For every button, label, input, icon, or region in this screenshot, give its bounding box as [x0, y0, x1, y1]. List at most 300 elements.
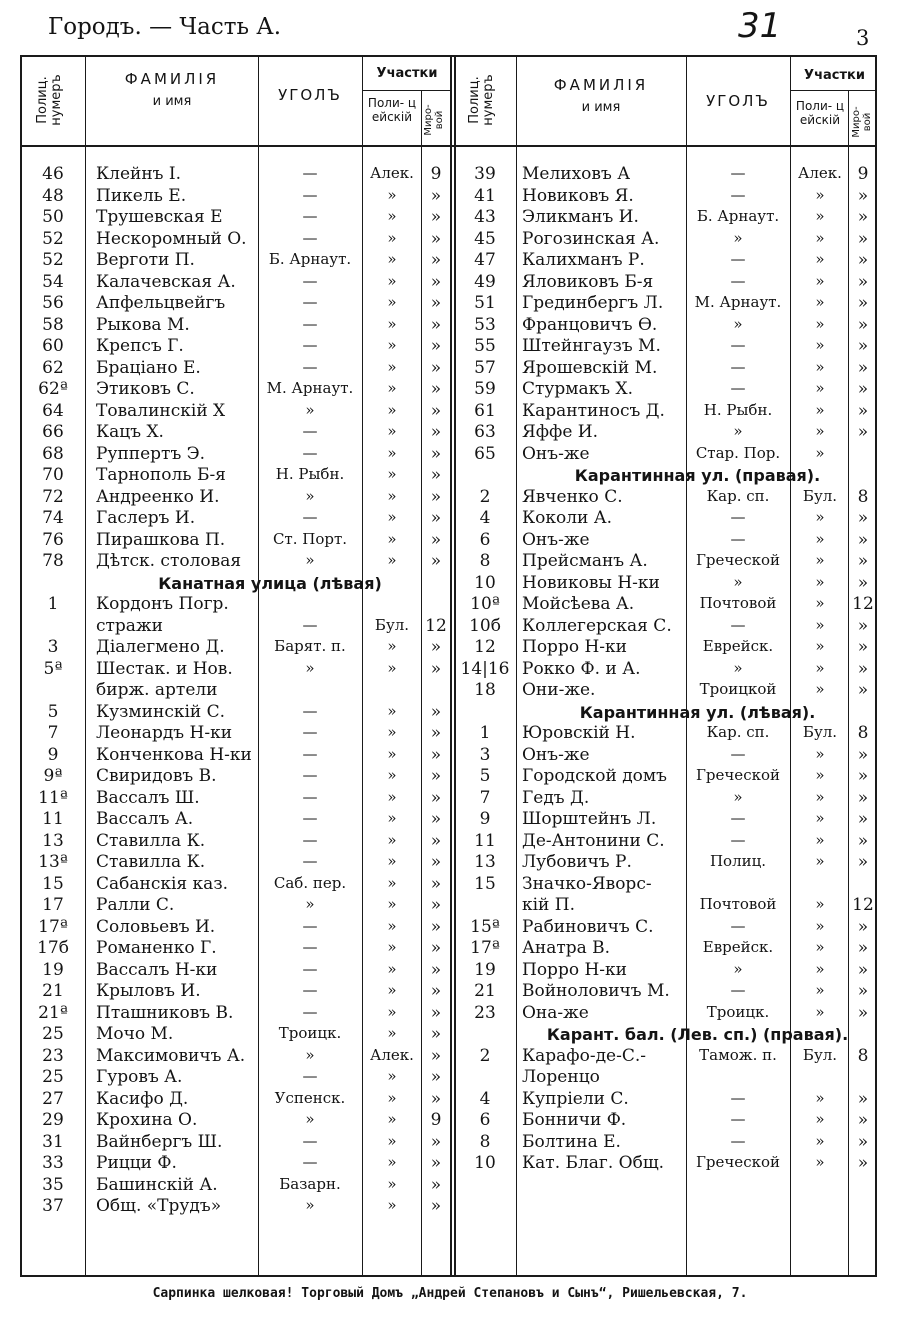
row-corner: —: [730, 379, 746, 397]
col-rule: [362, 55, 363, 1277]
row-magistrate-district: »: [430, 271, 442, 292]
col-rule: [790, 55, 791, 1277]
row-magistrate-district: »: [430, 1131, 442, 1152]
row-magistrate-district: 12: [425, 615, 447, 636]
row-name: Верготи П.: [96, 252, 195, 269]
row-magistrate-district: »: [857, 1153, 869, 1173]
row-magistrate-district: »: [857, 529, 869, 550]
row-name: Клейнъ І.: [96, 166, 182, 183]
row-corner: »: [733, 787, 743, 806]
row-police-district: »: [815, 1110, 825, 1128]
section-heading: Карантинная ул. (правая).: [574, 466, 821, 485]
row-number: 9ª: [43, 766, 63, 786]
row-corner: Кар. сп.: [706, 486, 770, 505]
row-name: Они-же.: [522, 682, 596, 699]
row-name: Коколи А.: [522, 510, 613, 527]
header-name-top: ФАМИЛІЯ: [124, 70, 220, 88]
row-magistrate-district: »: [857, 680, 869, 700]
row-magistrate-district: »: [430, 1196, 442, 1216]
row-corner: Еврейск.: [702, 637, 774, 655]
row-corner: —: [302, 336, 318, 354]
row-number: 27: [42, 1088, 64, 1109]
row-number: 13: [474, 852, 496, 872]
row-magistrate-district: »: [857, 938, 869, 958]
row-number: 47: [474, 250, 496, 270]
row-number: 5ª: [43, 658, 63, 679]
row-magistrate-district: »: [430, 336, 442, 356]
row-corner: Кар. сп.: [706, 723, 770, 741]
row-name: Вассалъ Ш.: [96, 789, 200, 807]
col-rule: [848, 90, 849, 1277]
row-name: Онъ-же: [522, 531, 590, 549]
row-number: 5: [479, 766, 491, 786]
row-police-district: Бул.: [374, 615, 410, 634]
row-magistrate-district: »: [857, 551, 869, 571]
row-name: Вайнбергъ Ш.: [96, 1133, 223, 1151]
row-police-district: »: [387, 228, 397, 247]
row-police-district: »: [387, 508, 397, 526]
row-corner: —: [302, 443, 318, 462]
row-name: Касифо Д.: [96, 1090, 189, 1108]
row-corner: —: [302, 809, 318, 827]
row-number: 2: [479, 1045, 491, 1066]
row-magistrate-district: »: [857, 293, 869, 313]
row-number: 56: [42, 293, 64, 313]
row-magistrate-district: »: [430, 529, 442, 550]
row-corner: —: [302, 314, 318, 333]
row-name: Сабанскія каз.: [96, 875, 228, 893]
row-police-district: »: [387, 486, 397, 505]
row-number: 11: [42, 809, 64, 829]
row-police-district: »: [387, 271, 397, 290]
row-police-district: Алек.: [370, 1045, 414, 1064]
row-name: Шорштейнъ Л.: [522, 811, 657, 828]
row-magistrate-district: »: [430, 228, 442, 249]
row-magistrate-district: 8: [857, 1045, 869, 1066]
row-police-district: »: [815, 766, 825, 784]
row-name: Грединбергъ Л.: [522, 295, 664, 312]
row-name: Юровскій Н.: [522, 725, 636, 742]
row-number: 52: [42, 228, 64, 249]
row-corner: Саб. пер.: [273, 873, 347, 892]
row-magistrate-district: »: [857, 809, 869, 829]
row-number: 52: [42, 250, 64, 270]
row-police-district: »: [815, 508, 825, 526]
row-corner: »: [733, 959, 743, 978]
row-corner: »: [305, 551, 315, 569]
row-magistrate-district: »: [430, 293, 442, 313]
row-number: 12: [474, 637, 496, 657]
row-police-district: »: [815, 336, 825, 354]
row-corner: —: [302, 938, 318, 956]
col-rule: [421, 90, 422, 1277]
row-name: Карафо-де-С.-: [522, 1047, 647, 1065]
row-police-district: »: [387, 1002, 397, 1021]
page-number: 3: [856, 26, 870, 50]
row-police-district: »: [387, 701, 397, 720]
row-number: 19: [474, 959, 496, 980]
row-name: Новиковъ Я.: [522, 187, 634, 205]
row-police-district: Алек.: [798, 164, 842, 182]
row-magistrate-district: »: [857, 830, 869, 851]
row-magistrate-district: »: [430, 250, 442, 270]
row-name: Городской домъ: [522, 768, 667, 785]
row-magistrate-district: »: [430, 873, 442, 894]
row-magistrate-district: »: [857, 1002, 869, 1023]
row-magistrate-district: »: [430, 766, 442, 786]
row-corner: »: [733, 572, 743, 591]
row-police-district: »: [387, 723, 397, 741]
row-corner: —: [302, 207, 318, 225]
row-corner: —: [730, 185, 746, 204]
row-number: 57: [474, 357, 496, 378]
row-number: 37: [42, 1196, 64, 1216]
row-corner: Успенск.: [274, 1088, 346, 1107]
row-corner: Греческой: [695, 766, 780, 784]
row-corner: Почтовой: [699, 895, 777, 913]
row-magistrate-district: »: [430, 207, 442, 227]
row-magistrate-district: »: [430, 1088, 442, 1109]
row-police-district: »: [815, 1131, 825, 1150]
row-name: Рабиновичъ С.: [522, 918, 654, 936]
row-magistrate-district: »: [430, 1153, 442, 1173]
handwritten-number: 31: [738, 6, 782, 46]
row-corner: —: [302, 830, 318, 849]
row-magistrate-district: »: [857, 185, 869, 206]
row-corner: Греческой: [695, 1153, 780, 1171]
row-magistrate-district: »: [430, 1067, 442, 1087]
row-police-district: »: [815, 228, 825, 247]
row-police-district: »: [387, 357, 397, 376]
row-name: Значко-Яворс-: [522, 875, 652, 893]
row-corner: —: [730, 1131, 746, 1150]
row-corner: Ст. Порт.: [272, 529, 348, 548]
row-magistrate-district: »: [430, 486, 442, 507]
row-number: 10: [474, 572, 496, 593]
row-number: 54: [42, 271, 64, 292]
row-police-district: »: [387, 637, 397, 655]
row-police-district: Бул.: [802, 1045, 838, 1064]
row-number: 10б: [469, 615, 501, 636]
header-separator: [20, 145, 877, 147]
row-corner: Стар. Пор.: [695, 443, 781, 462]
row-corner: —: [730, 508, 746, 526]
row-number: 61: [474, 400, 496, 421]
row-number: 18: [474, 680, 496, 700]
col-rule: [516, 55, 517, 1277]
row-magistrate-district: 9: [857, 164, 869, 184]
row-police-district: »: [815, 658, 825, 677]
row-magistrate-district: »: [430, 981, 442, 1001]
row-corner: —: [730, 1088, 746, 1107]
row-police-district: »: [815, 680, 825, 698]
row-police-district: »: [815, 852, 825, 870]
row-police-district: »: [815, 1002, 825, 1021]
row-corner: »: [305, 486, 315, 505]
row-number: 53: [474, 314, 496, 335]
row-name: Францовичъ Ѳ.: [522, 316, 658, 334]
col-rule: [362, 90, 450, 91]
row-number: 4: [479, 1088, 491, 1109]
row-number: 14|16: [460, 658, 510, 679]
row-corner: —: [302, 185, 318, 204]
row-corner: —: [302, 508, 318, 526]
row-police-district: »: [387, 336, 397, 354]
row-number: 15: [474, 873, 496, 894]
row-name: Этиковъ С.: [96, 381, 195, 398]
row-corner: Н. Рыбн.: [275, 465, 345, 483]
row-name: Браціано Е.: [96, 359, 201, 377]
row-magistrate-district: »: [430, 185, 442, 206]
row-name: Рицци Ф.: [96, 1155, 177, 1172]
row-corner: —: [730, 809, 746, 827]
row-corner: —: [302, 228, 318, 247]
row-number: 23: [42, 1045, 64, 1066]
row-corner: —: [302, 1002, 318, 1021]
row-corner: Троицкой: [699, 680, 777, 698]
row-name: Войноловичъ М.: [522, 983, 670, 1000]
row-name: Яловиковъ Б-я: [522, 273, 654, 291]
row-corner: —: [730, 830, 746, 849]
row-corner: —: [302, 357, 318, 376]
row-name: Стурмакъ Х.: [522, 381, 634, 398]
row-name: Гаслеръ И.: [96, 510, 196, 527]
row-name: Гуровъ А.: [96, 1069, 183, 1086]
row-police-district: »: [387, 1174, 397, 1193]
row-name: Тарнополь Б-я: [96, 467, 226, 484]
row-corner: Барят. п.: [274, 637, 346, 655]
row-number: 74: [42, 508, 64, 528]
row-magistrate-district: »: [857, 658, 869, 679]
row-corner: Еврейск.: [702, 938, 774, 956]
row-number: 3: [479, 744, 491, 765]
col-rule: [686, 55, 687, 1277]
row-police-district: »: [387, 809, 397, 827]
row-name: Вассалъ А.: [96, 811, 194, 828]
row-magistrate-district: »: [857, 852, 869, 872]
row-police-district: »: [815, 1088, 825, 1107]
row-magistrate-district: »: [430, 916, 442, 937]
row-magistrate-district: »: [857, 228, 869, 249]
row-magistrate-district: »: [857, 787, 869, 808]
row-corner: »: [305, 895, 315, 913]
row-corner: —: [302, 293, 318, 311]
row-name: Штейнгаузъ М.: [522, 338, 661, 355]
row-police-district: »: [815, 959, 825, 978]
row-name: Руппертъ Э.: [96, 445, 206, 463]
row-corner: —: [302, 615, 318, 634]
row-number: 17б: [37, 938, 69, 958]
row-corner: —: [302, 1153, 318, 1171]
row-magistrate-district: »: [430, 723, 442, 743]
row-name: Кордонъ Погр.: [96, 596, 229, 613]
row-corner: —: [302, 852, 318, 870]
row-magistrate-district: »: [857, 336, 869, 356]
row-police-district: »: [815, 250, 825, 268]
row-name: Она-же: [522, 1004, 589, 1022]
row-police-district: »: [387, 529, 397, 548]
row-number: 58: [42, 314, 64, 335]
row-corner: —: [730, 336, 746, 354]
row-number: 3: [47, 637, 59, 657]
row-magistrate-district: »: [430, 701, 442, 722]
row-police-district: »: [387, 1196, 397, 1214]
row-name: Мочо М.: [96, 1026, 174, 1043]
row-magistrate-district: »: [857, 314, 869, 335]
row-corner: —: [302, 1131, 318, 1150]
row-police-district: »: [815, 744, 825, 763]
footer-advertisement: Сарпинка шелковая! Торговый Домъ „Андрей Степановъ и Сынъ“, Ришельевская, 7.: [152, 1286, 748, 1301]
row-name: Мойсѣева А.: [522, 596, 635, 613]
row-police-district: »: [815, 400, 825, 419]
row-corner: —: [730, 357, 746, 376]
row-name: Ярошевскій М.: [522, 359, 658, 377]
row-number: 55: [474, 336, 496, 356]
row-police-district: »: [815, 938, 825, 956]
row-number: 66: [42, 422, 64, 442]
row-corner: —: [730, 164, 746, 182]
row-number: 62: [42, 357, 64, 378]
row-number: 39: [474, 164, 496, 184]
row-number: 68: [42, 443, 64, 464]
row-police-district: »: [815, 551, 825, 569]
row-corner: Троицк.: [278, 1024, 342, 1042]
row-magistrate-district: »: [857, 572, 869, 593]
row-name: Бонничи Ф.: [522, 1112, 627, 1129]
row-police-district: »: [387, 852, 397, 870]
row-magistrate-district: 9: [430, 1110, 442, 1130]
row-name: Болтина Е.: [522, 1133, 621, 1151]
row-corner: —: [730, 981, 746, 999]
row-police-district: »: [815, 185, 825, 204]
row-number: 10: [474, 1153, 496, 1173]
header-police-right: Поли- цейскій: [795, 99, 845, 128]
row-number: 60: [42, 336, 64, 356]
header-name-right: [518, 76, 684, 116]
row-police-district: »: [387, 873, 397, 892]
row-corner: »: [305, 1196, 315, 1214]
row-magistrate-district: »: [857, 766, 869, 786]
row-corner: —: [730, 615, 746, 634]
header-districts-right: Участки: [804, 68, 865, 83]
row-magistrate-district: »: [857, 916, 869, 937]
row-police-district: »: [387, 465, 397, 483]
row-police-district: Алек.: [370, 164, 414, 182]
row-magistrate-district: »: [857, 508, 869, 528]
row-police-district: »: [387, 830, 397, 849]
row-name: Конченкова Н-ки: [96, 746, 252, 764]
row-magistrate-district: »: [857, 1110, 869, 1130]
row-magistrate-district: »: [857, 981, 869, 1001]
row-name: Ралли С.: [96, 897, 175, 914]
row-police-district: »: [387, 207, 397, 225]
row-name: Де-Антонини С.: [522, 832, 665, 850]
row-magistrate-district: »: [430, 379, 442, 399]
row-corner: Н. Рыбн.: [703, 400, 773, 419]
row-name: Свиридовъ В.: [96, 768, 217, 785]
row-number: 65: [474, 443, 496, 464]
row-magistrate-district: »: [430, 1024, 442, 1044]
row-number: 8: [479, 551, 491, 571]
row-number: 7: [479, 787, 491, 808]
row-corner: —: [302, 271, 318, 290]
row-name: Порро Н-ки: [522, 961, 627, 979]
row-name: Андреенко И.: [96, 488, 220, 506]
row-number: 15: [42, 873, 64, 894]
header-name-bottom: и имя: [152, 94, 192, 109]
row-police-district: »: [815, 830, 825, 849]
row-magistrate-district: 12: [852, 594, 874, 614]
col-rule: [258, 55, 259, 1277]
row-number: 35: [42, 1174, 64, 1195]
row-corner: —: [302, 959, 318, 978]
row-number: 33: [42, 1153, 64, 1173]
header-polic-num-right: Полиц. нумеръ: [467, 74, 497, 126]
row-police-district: »: [387, 443, 397, 462]
row-number: 21: [474, 981, 496, 1001]
row-police-district: »: [815, 207, 825, 225]
header-districts: Участки: [376, 66, 438, 81]
row-name: Пташниковъ В.: [96, 1004, 234, 1022]
row-magistrate-district: »: [430, 938, 442, 958]
row-number: 25: [42, 1024, 64, 1044]
row-name: Шестак. и Нов.: [96, 660, 233, 678]
header-police: Поли- цейскій: [367, 96, 417, 125]
row-police-district: »: [815, 594, 825, 612]
row-number: 21ª: [38, 1002, 68, 1023]
row-name: Явченко С.: [522, 488, 623, 506]
row-corner: Базарн.: [279, 1174, 341, 1193]
row-number: 17ª: [470, 938, 500, 958]
row-police-district: »: [387, 1088, 397, 1107]
row-corner: —: [730, 529, 746, 548]
header-name-top-right: ФАМИЛІЯ: [553, 76, 649, 94]
row-police-district: »: [387, 895, 397, 913]
row-name: Купріели С.: [522, 1090, 629, 1108]
row-number: 7: [47, 723, 59, 743]
row-corner: »: [305, 1045, 315, 1064]
section-heading: Канатная улица (лѣвая): [158, 573, 382, 593]
row-police-district: »: [387, 766, 397, 784]
row-corner: —: [302, 744, 318, 763]
row-corner: М. Арнаут.: [694, 293, 782, 311]
row-name: Дѣтск. столовая: [96, 553, 242, 570]
row-number: 6: [479, 529, 491, 550]
row-name: стражи: [96, 617, 163, 635]
row-number: 48: [42, 185, 64, 206]
row-corner: »: [305, 1110, 315, 1128]
row-name: Башинскій А.: [96, 1176, 218, 1194]
row-magistrate-district: »: [430, 658, 442, 679]
row-police-district: »: [815, 981, 825, 999]
row-number: 64: [42, 400, 64, 421]
row-number: 17: [42, 895, 64, 915]
row-number: 19: [42, 959, 64, 980]
row-corner: —: [730, 744, 746, 763]
row-name: Эликманъ И.: [522, 209, 639, 226]
row-magistrate-district: »: [857, 1088, 869, 1109]
row-corner: —: [302, 766, 318, 784]
row-number: 5: [47, 701, 59, 722]
row-police-district: »: [387, 658, 397, 677]
row-number: 51: [474, 293, 496, 313]
row-police-district: »: [815, 895, 825, 913]
row-police-district: »: [387, 1131, 397, 1150]
row-number: 72: [42, 486, 64, 507]
row-magistrate-district: »: [857, 400, 869, 421]
section-heading: Карант. бал. (Лев. сп.) (правая).: [546, 1025, 849, 1044]
row-police-district: »: [387, 379, 397, 397]
